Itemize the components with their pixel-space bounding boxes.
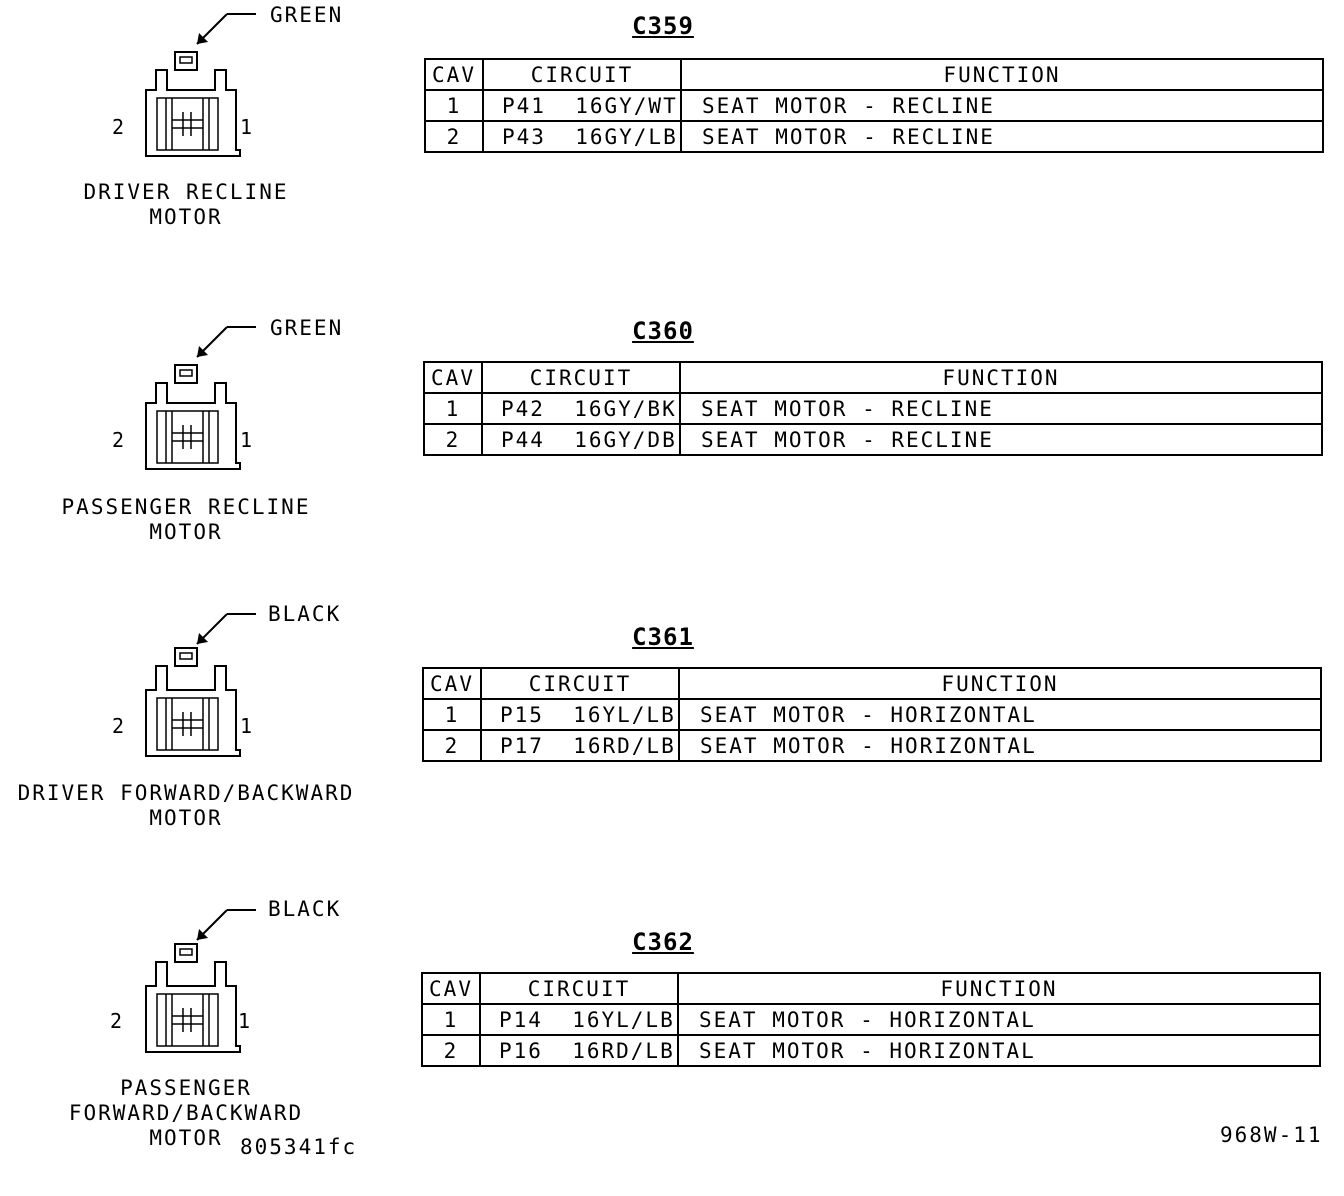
- connector-color-label: GREEN: [270, 3, 344, 27]
- cell-cav: 2: [424, 424, 482, 455]
- pin-label-left: 2: [112, 714, 125, 738]
- pin-label-right: 1: [240, 115, 253, 139]
- cell-cav: 2: [425, 121, 483, 152]
- connector-face-icon: [120, 600, 260, 770]
- table-row: [423, 730, 1321, 761]
- pin-label-right: 1: [238, 1009, 251, 1033]
- cell-cav: 2: [423, 730, 481, 761]
- cell-circuit: P42 16GY/BK: [482, 393, 680, 424]
- cell-cav: 1: [425, 90, 483, 121]
- connector-name-line2: MOTOR: [149, 520, 223, 544]
- header-circuit: CIRCUIT: [483, 59, 681, 90]
- header-circuit: CIRCUIT: [482, 362, 680, 393]
- connector-name-line1: DRIVER FORWARD/BACKWARD: [17, 781, 355, 805]
- cavity-table: [422, 667, 1322, 762]
- cell-function: SEAT MOTOR - RECLINE: [680, 393, 1322, 424]
- table-row: [424, 424, 1322, 455]
- table-row: [425, 90, 1323, 121]
- pin-label-left: 2: [110, 1009, 123, 1033]
- connector-name-line1: PASSENGER RECLINE: [61, 495, 311, 519]
- table-header-row: [423, 668, 1321, 699]
- connector-name-line2: MOTOR: [149, 205, 223, 229]
- footer-right-code: 968W-11: [1220, 1123, 1323, 1147]
- cell-function: SEAT MOTOR - RECLINE: [680, 424, 1322, 455]
- header-circuit: CIRCUIT: [480, 973, 678, 1004]
- cavity-table: [423, 361, 1323, 456]
- cell-circuit: P14 16YL/LB: [480, 1004, 678, 1035]
- connector-name: [0, 781, 372, 831]
- connector-id-title: C362: [632, 928, 694, 956]
- connector-face-icon: [120, 0, 260, 170]
- cell-cav: 2: [422, 1035, 480, 1066]
- cell-circuit: P41 16GY/WT: [483, 90, 681, 121]
- cell-function: SEAT MOTOR - HORIZONTAL: [679, 699, 1321, 730]
- connector-name-line1: PASSENGER FORWARD/BACKWARD: [68, 1076, 304, 1125]
- cell-circuit: P15 16YL/LB: [481, 699, 679, 730]
- connector-color-label: BLACK: [268, 602, 342, 626]
- cell-cav: 1: [422, 1004, 480, 1035]
- pin-label-right: 1: [240, 714, 253, 738]
- connector-name: [0, 495, 372, 545]
- cell-function: SEAT MOTOR - HORIZONTAL: [678, 1035, 1320, 1066]
- table-header-row: [425, 59, 1323, 90]
- pin-label-right: 1: [240, 428, 253, 452]
- header-function: FUNCTION: [681, 59, 1323, 90]
- cell-function: SEAT MOTOR - HORIZONTAL: [679, 730, 1321, 761]
- cell-cav: 1: [424, 393, 482, 424]
- connector-color-label: GREEN: [270, 316, 344, 340]
- pin-label-left: 2: [112, 115, 125, 139]
- pin-label-left: 2: [112, 428, 125, 452]
- table-row: [424, 393, 1322, 424]
- header-circuit: CIRCUIT: [481, 668, 679, 699]
- connector-face-icon: [120, 313, 260, 483]
- cell-circuit: P44 16GY/DB: [482, 424, 680, 455]
- cell-function: SEAT MOTOR - RECLINE: [681, 90, 1323, 121]
- header-cav: CAV: [425, 59, 483, 90]
- table-header-row: [424, 362, 1322, 393]
- cell-function: SEAT MOTOR - HORIZONTAL: [678, 1004, 1320, 1035]
- header-function: FUNCTION: [679, 668, 1321, 699]
- connector-color-label: BLACK: [268, 897, 342, 921]
- table-row: [425, 121, 1323, 152]
- table-row: [422, 1035, 1320, 1066]
- cell-circuit: P43 16GY/LB: [483, 121, 681, 152]
- footer-left-code: 805341fc: [240, 1135, 358, 1159]
- connector-section-c362: [0, 896, 1344, 1196]
- header-cav: CAV: [422, 973, 480, 1004]
- table-row: [422, 1004, 1320, 1035]
- connector-name-line1: DRIVER RECLINE: [83, 180, 289, 204]
- connector-id-title: C360: [632, 317, 694, 345]
- connector-section-c360: [0, 313, 1344, 613]
- cell-circuit: P16 16RD/LB: [480, 1035, 678, 1066]
- table-row: [423, 699, 1321, 730]
- cavity-table: [421, 972, 1321, 1067]
- cell-circuit: P17 16RD/LB: [481, 730, 679, 761]
- connector-name-line2: MOTOR: [149, 1126, 223, 1150]
- header-cav: CAV: [423, 668, 481, 699]
- cell-cav: 1: [423, 699, 481, 730]
- cell-function: SEAT MOTOR - RECLINE: [681, 121, 1323, 152]
- header-cav: CAV: [424, 362, 482, 393]
- connector-name: [0, 180, 372, 230]
- connector-id-title: C359: [632, 12, 694, 40]
- table-header-row: [422, 973, 1320, 1004]
- connector-id-title: C361: [632, 623, 694, 651]
- cavity-table: [424, 58, 1324, 153]
- connector-name-line2: MOTOR: [149, 806, 223, 830]
- header-function: FUNCTION: [678, 973, 1320, 1004]
- connector-section-c361: [0, 600, 1344, 900]
- header-function: FUNCTION: [680, 362, 1322, 393]
- connector-section-c359: [0, 0, 1344, 300]
- connector-face-icon: [120, 896, 260, 1066]
